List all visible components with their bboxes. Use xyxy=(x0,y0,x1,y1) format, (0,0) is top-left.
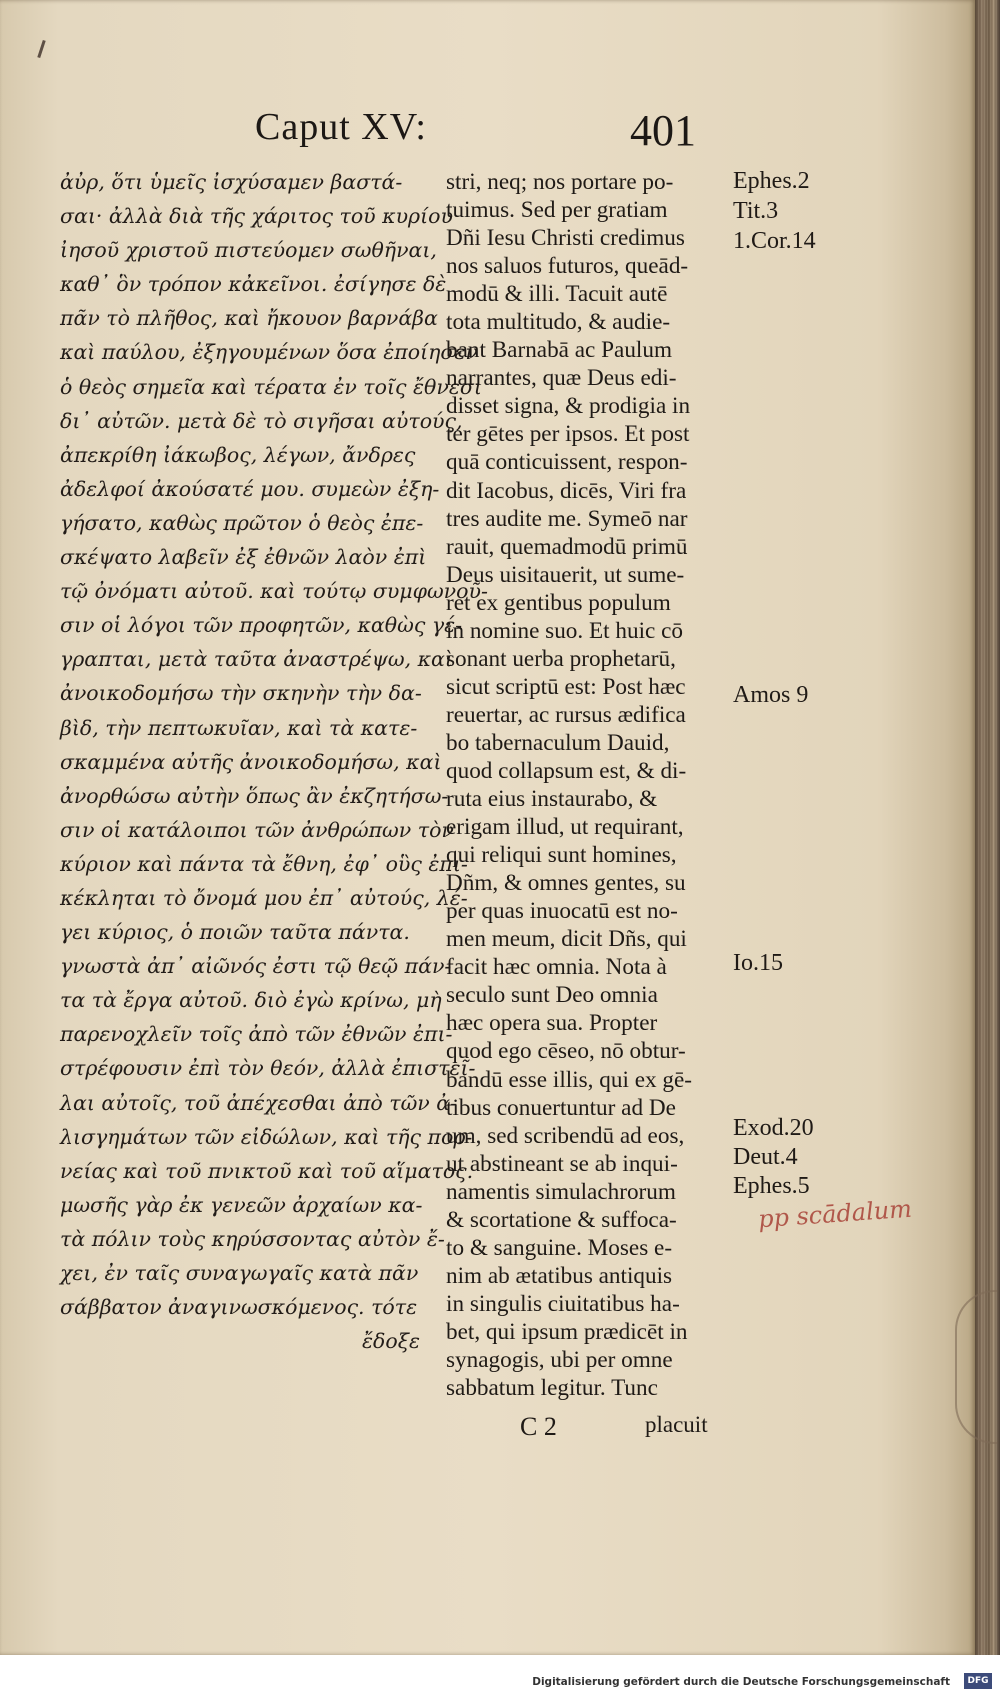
greek-line: στρέφουσιν ἐπὶ τὸν θεόν, ἀλλὰ ἐπιστεῖ- xyxy=(60,1056,476,1081)
margin-note-io15: Io.15 xyxy=(733,950,783,976)
greek-line: σιν οἱ κατάλοιποι τῶν ἀνθρώπων τὸν xyxy=(60,817,454,842)
latin-line: ut abstineant se ab inqui- xyxy=(446,1150,678,1177)
latin-line: tres audite me. Symeō nar xyxy=(446,505,688,532)
latin-line: synagogis, ubi per omne xyxy=(446,1346,673,1373)
greek-line: ἀνορθώσω αὐτὴν ὅπως ἂν ἐκζητήσω- xyxy=(60,783,449,808)
greek-line: ἀὐρ, ὅτι ὑμεῖς ἰσχύσαμεν βαστά- xyxy=(60,170,403,194)
margin-note-cor14: 1.Cor.14 xyxy=(733,228,816,254)
greek-line: γνωστὰ ἀπ᾽ αἰῶνός ἐστι τῷ θεῷ πάν- xyxy=(60,954,452,979)
margin-note-exod20: Exod.20 xyxy=(733,1115,814,1141)
latin-line: nos saluos futuros, queād- xyxy=(446,253,689,280)
latin-line: bo tabernaculum Dauid, xyxy=(446,729,670,756)
latin-line: stri, neq; nos portare po- xyxy=(446,169,674,195)
latin-line: qui reliqui sunt homines, xyxy=(446,842,677,869)
latin-column xyxy=(446,168,731,1402)
latin-line: men meum, dicit Dñs, qui xyxy=(446,926,687,953)
signature-mark: C 2 xyxy=(520,1412,557,1441)
greek-line: πᾶν τὸ πλῆθος, καὶ ἤκουον βαρνάβα xyxy=(60,306,438,331)
margin-note-amos9: Amos 9 xyxy=(733,682,809,708)
greek-line: λαι αὐτοῖς, τοῦ ἀπέχεσθαι ἀπὸ τῶν ἀ- xyxy=(60,1090,458,1115)
latin-line: tota multitudo, & audie- xyxy=(446,309,671,336)
latin-line: & scortatione & suffoca- xyxy=(446,1206,677,1233)
latin-line: Deus uisitauerit, ut sume- xyxy=(446,561,685,588)
greek-line: καὶ παύλου, ἐξηγουμένων ὅσα ἐποίησεν xyxy=(60,340,478,365)
latin-line: to & sanguine. Moses e- xyxy=(446,1234,673,1261)
greek-line: τὰ πόλιν τοὺς κηρύσσοντας αὐτὸν ἔ- xyxy=(60,1226,445,1251)
latin-line: quod ego cēseo, nō obtur- xyxy=(446,1038,686,1065)
latin-line: bant Barnabā ac Paulum xyxy=(446,337,672,364)
margin-note-tit3: Tit.3 xyxy=(733,198,779,224)
funding-credit: Digitalisierung gefördert durch die Deutsche Forschungsgemeinschaft xyxy=(532,1676,950,1688)
handwritten-annotation: pp scādalum xyxy=(757,1194,913,1234)
greek-line: ἔδοξε xyxy=(362,1329,420,1354)
running-head: Caput XV: xyxy=(255,106,427,148)
latin-line: sabbatum legitur. Tunc xyxy=(446,1375,658,1402)
greek-line: σιν οἱ λόγοι τῶν προφητῶν, καθὼς γέ- xyxy=(60,613,463,638)
latin-line: bet, qui ipsum prædicēt in xyxy=(446,1318,688,1345)
latin-line: ter gētes per ipsos. Et post xyxy=(446,421,690,448)
latin-line: facit hæc omnia. Nota à xyxy=(446,954,667,981)
latin-line: narrantes, quæ Deus edi- xyxy=(446,365,677,392)
folio-number: 401 xyxy=(630,106,696,155)
greek-line: δι᾽ αὐτῶν. μετὰ δὲ τὸ σιγῆσαι αὐτούς, xyxy=(60,408,463,433)
greek-line: ὁ θεὸς σημεῖα καὶ τέρατα ἐν τοῖς ἔθνεσι xyxy=(60,374,482,399)
greek-column xyxy=(60,165,488,1358)
greek-line: κέκληται τὸ ὄνομά μου ἐπ᾽ αὐτούς, λέ- xyxy=(60,885,468,910)
greek-line: ἀπεκρίθη ἰάκωβος, λέγων, ἄνδρες xyxy=(60,442,416,467)
dfg-logo-icon: DFG xyxy=(964,1673,992,1689)
greek-line: σκαμμένα αὐτῆς ἀνοικοδομήσω, καὶ xyxy=(60,749,442,774)
latin-line: namentis simulachrorum xyxy=(446,1178,676,1205)
latin-line: um, sed scribendū ad eos, xyxy=(446,1122,685,1149)
greek-line: σάββατον ἀναγινωσκόμενος. τότε xyxy=(60,1295,418,1320)
latin-line: hæc opera sua. Propter xyxy=(446,1010,658,1037)
catchword: placuit xyxy=(645,1412,708,1437)
greek-line: σκέψατο λαβεῖν ἐξ ἐθνῶν λαὸν ἐπὶ xyxy=(60,545,427,570)
latin-line: tibus conuertuntur ad De xyxy=(446,1094,676,1121)
latin-line: tuimus. Sed per gratiam xyxy=(446,197,668,224)
greek-line: γει κύριος, ὁ ποιῶν ταῦτα πάντα. xyxy=(60,920,410,945)
greek-line: λισγημάτων τῶν εἰδώλων, καὶ τῆς πορ- xyxy=(60,1124,473,1149)
greek-line: γραπται, μετὰ ταῦτα ἀναστρέψω, καὶ xyxy=(60,647,453,672)
latin-line: Dñm, & omnes gentes, su xyxy=(446,870,686,897)
greek-line: τα τὰ ἔργα αὐτοῦ. διὸ ἐγὼ κρίνω, μὴ xyxy=(60,988,442,1013)
latin-line: per quas inuocatū est no- xyxy=(446,898,678,925)
margin-note-deut4: Deut.4 xyxy=(733,1144,798,1170)
latin-line: in singulis ciuitatibus ha- xyxy=(446,1290,680,1317)
greek-line: παρενοχλεῖν τοῖς ἀπὸ τῶν ἐθνῶν ἐπι- xyxy=(60,1022,453,1047)
greek-line: τῷ ὀνόματι αὐτοῦ. καὶ τούτῳ συμφωνοῦ- xyxy=(60,579,488,604)
latin-line: rauit, quemadmodū primū xyxy=(446,533,688,560)
latin-line: Dñi Iesu Christi credimus xyxy=(446,225,685,252)
page-curl-shadow xyxy=(955,1290,997,1444)
margin-note-ephes5: Ephes.5 xyxy=(733,1173,810,1199)
latin-line: reuertar, ac rursus ædifica xyxy=(446,701,686,728)
latin-line: quā conticuissent, respon- xyxy=(446,449,688,476)
greek-line: νείας καὶ τοῦ πνικτοῦ καὶ τοῦ αἵματος. xyxy=(60,1158,474,1183)
greek-line: βὶδ, τὴν πεπτωκυῖαν, καὶ τὰ κατε- xyxy=(60,715,418,740)
latin-line: dit Iacobus, dicēs, Viri fra xyxy=(446,477,687,504)
greek-line: ἀνοικοδομήσω τὴν σκηνὴν τὴν δα- xyxy=(60,681,422,706)
greek-line: κύριον καὶ πάντα τὰ ἔθνη, ἐφ᾽ οὓς ἐπι- xyxy=(60,851,468,876)
latin-line: erigam illud, ut requirant, xyxy=(446,814,684,841)
greek-line: ἰησοῦ χριστοῦ πιστεύομεν σωθῆναι, xyxy=(60,238,437,263)
margin-note-ephes2: Ephes.2 xyxy=(733,168,810,194)
latin-line: bandū esse illis, qui ex gē- xyxy=(446,1066,692,1093)
latin-line: disset signa, & prodigia in xyxy=(446,393,691,420)
latin-line: quod collapsum est, & di- xyxy=(446,757,687,784)
greek-line: καθ᾽ ὃν τρόπον κἀκεῖνοι. ἐσίγησε δὲ xyxy=(60,272,447,297)
greek-line: χει, ἐν ταῖς συναγωγαῖς κατὰ πᾶν xyxy=(60,1261,419,1285)
latin-line: sicut scriptū est: Post hæc xyxy=(446,673,686,700)
latin-line: modū & illi. Tacuit autē xyxy=(446,281,668,308)
latin-line: sonant uerba prophetarū, xyxy=(446,645,676,672)
latin-line: nim ab ætatibus antiquis xyxy=(446,1262,673,1289)
greek-line: μωσῆς γὰρ ἐκ γενεῶν ἀρχαίων κα- xyxy=(60,1192,423,1217)
latin-line: seculo sunt Deo omnia xyxy=(446,982,658,1009)
latin-line: in nomine suo. Et huic cō xyxy=(446,617,683,644)
latin-line: ret ex gentibus populum xyxy=(446,589,671,616)
greek-line: ἀδελφοί ἀκούσατέ μου. συμεὼν ἐξη- xyxy=(60,476,440,501)
latin-line: ruta eius instaurabo, & xyxy=(446,786,658,813)
greek-line: γήσατο, καθὼς πρῶτον ὁ θεὸς ἐπε- xyxy=(60,510,424,535)
greek-line: σαι· ἀλλὰ διὰ τῆς χάριτος τοῦ κυρίου xyxy=(60,204,453,229)
